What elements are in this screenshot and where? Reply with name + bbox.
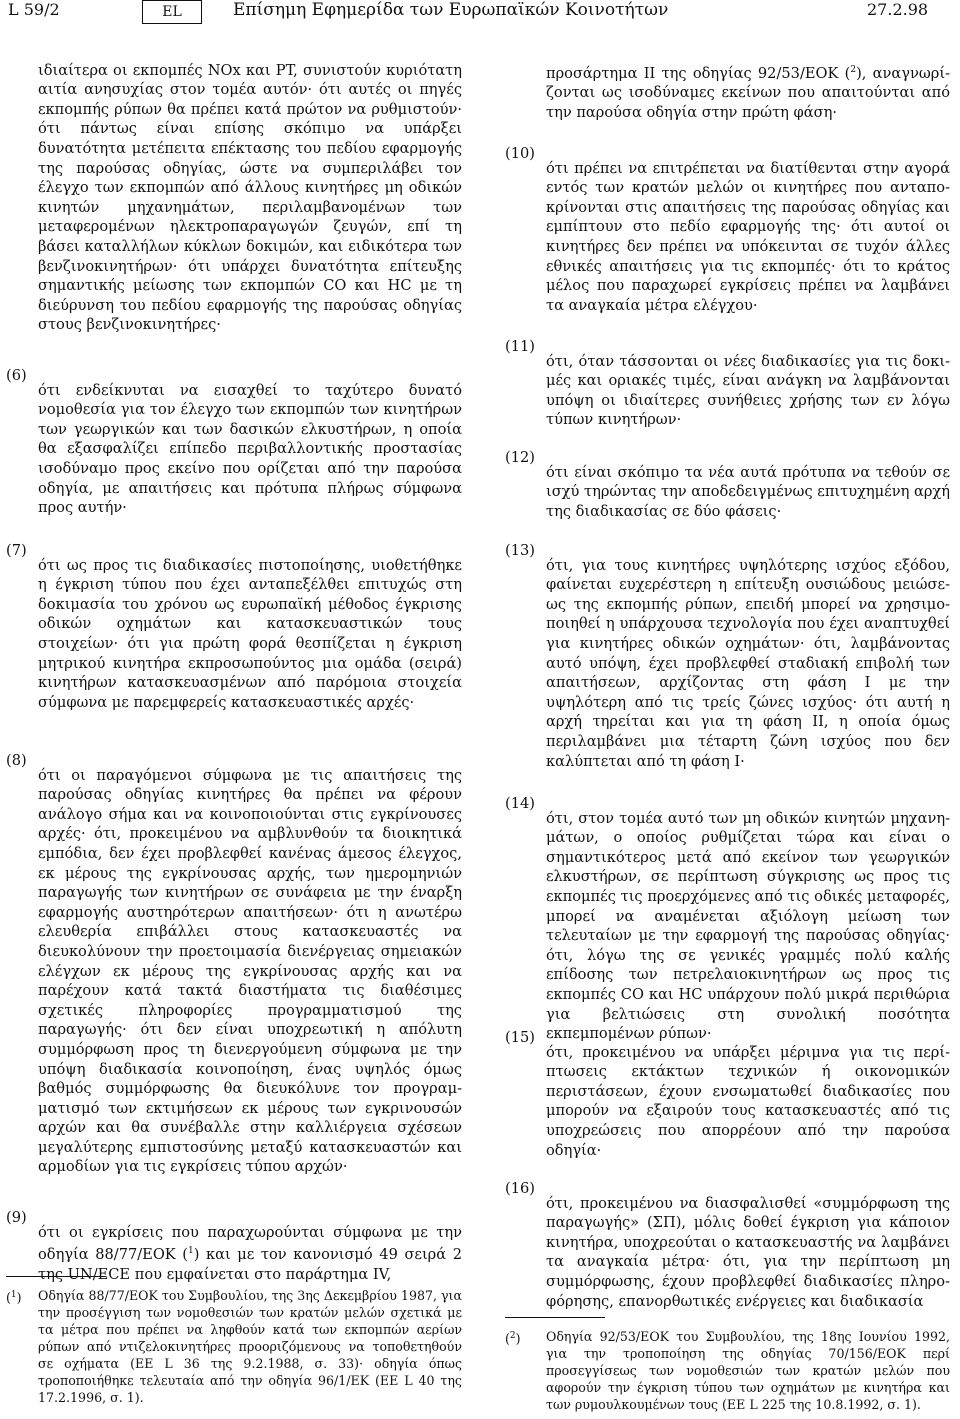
recital-number: (15) <box>505 1029 535 1046</box>
recital-text <box>38 1223 462 1285</box>
recital-12 <box>505 448 951 536</box>
recital-text: ιδιαίτερα οι εκπομπές NOx και PT, συνιστούν κυριότατη αιτία ανησυχίας στον τομέα αυτόν· ότι αυτές οι πηγές εκπομπής ρύπων θα πρέπει κατά πρώτον να ρυθμιστούν· ότι πάντως είναι επίσης σκόπιμο να υπάρξει δυνατότητα μετέπειτα επέκτασης του πεδίου εφαρμογής της παρούσας οδηγίας, ώστε να συμπεριλάβει τον έλεγχο των εκπομπών από άλλους κινητήρες μη οδικών κινητών μηχανημάτων, περιλαμβανομένων των μεταφερομένων ηλεκτροπαραγωγών ζευγών, επί τη βάσει καταλλήλων κύκλων δοκιμών, και ειδικότερα των βενζινοκινητήρων· ότι υπάρχει δυνατότητα επίτευξης σημαντικής μείωσης των εκπομπών CO και HC με τη διεύρυνση του πεδίου εφαρμογής της παρούσας οδηγίας στους βενζινοκινητήρες· <box>38 61 462 334</box>
recital-number: (12) <box>505 449 535 466</box>
recital-8 <box>6 751 462 1192</box>
recital-7 <box>6 541 462 727</box>
footnote-ref: 1 <box>187 1246 194 1257</box>
recital-10 <box>505 144 950 330</box>
recital-15 <box>505 1028 950 1175</box>
recital-13 <box>505 541 950 786</box>
recital-text-part: ) και με τον κανονισμό 49 σειρά 2 της UN/ECE που εμφαίνεται στο παράρτημα IV, <box>38 1246 462 1283</box>
recital-text-part: ), αναγνωρίζονται ως ισοδύναμες εκείνων που απαιτούνται από την παρούσα οδηγία στην πρώτη φάση· <box>546 64 950 121</box>
recital-text-part: προσάρτημα II της οδηγίας 92/53/ΕΟΚ ( <box>546 64 851 82</box>
recital-text: ότι, όταν τάσσονται οι νέες διαδικασίες για τις δοκιμές και οριακές τιμές, είναι ανάγκη να λαμβάνονται υπόψη οι ιδιαίτερες συνήθειες χρήσης των εν λόγω τύπων κινητήρων· <box>546 352 950 429</box>
page-number: L 59/2 <box>8 0 60 19</box>
recital-text: ότι ενδείκνυται να εισαχθεί το ταχύτερο δυνατό νομοθεσία για τον έλεγχο των εκπομπών των κινητήρων των γεωργικών και των δασικών ελκυστήρων, η οποία θα εξασφαλίζει επίπεδο περιβαλλοντικής προστασίας ισοδύναμο προς εκείνο που ορίζεται από την παρούσα οδηγία, με απαιτήσεις και πρότυπα πλήρως σύμφωνα προς αυτήν· <box>38 381 462 517</box>
recital-number: (10) <box>505 145 535 162</box>
footnote-text: Οδηγία 92/53/ΕΟΚ του Συμβουλίου, της 18ης Ιουνίου 1992, για την τροποποίηση της οδηγίας 70/156/ΕΟΚ περί προσεγγίσεως των νομοθεσιών των κρατών μελών που αφορούν την έγκριση τύπου των οχημάτων με κινητήρα και των ρυμουλκουμένων τους (ΕΕ L 225 της 10.8.1992, σ. 1). <box>546 1329 950 1412</box>
recital-9-continuation <box>546 46 950 137</box>
recital-number: (11) <box>505 338 535 355</box>
recital-11 <box>505 337 950 445</box>
recital-text: ότι, προκειμένου να διασφαλισθεί «συμμόρφωση της παραγωγής» (ΣΠ), μόλις δοθεί έγκριση για κάποιον κινητήρα, υποχρεούται ο κατασκευαστής να λαμβάνει τα αναγκαία μέτρα· ότι, για την περίπτωση μη συμμόρφωσης, έχουν προβλεφθεί διαδικασίες πληροφόρησης, επανορθωτικές ενέργειες και διαδικασία <box>546 1194 950 1310</box>
recital-number: (8) <box>6 752 27 769</box>
issue-date: 27.2.98 <box>867 0 929 19</box>
recital-text-part: ότι οι εγκρίσεις που παραχωρούνται σύμφωνα με την οδηγία 88/77/ΕΟΚ ( <box>38 1223 462 1264</box>
footnote-2 <box>505 1328 950 1413</box>
recital-text: ότι, για τους κινητήρες υψηλότερης ισχύος εξόδου, φαίνεται ευχερέστερη η επίτευξη ουσιώδους μειώσεως της εκπομπής ρύπων, επειδή μπορεί να χρησιμοποιηθεί η υπάρχουσα τεχνολογία που έχει αναπτυχθεί για κινητήρες οδικών οχημάτων· ότι, λαμβάνοντας αυτό υπόψη, έχει προβλεφθεί σταδιακή επιβολή των απαιτήσεων, αρχίζοντας στη φάση I με την υψηλότερη από τις τρείς ζώνες ισχύος· ότι αυτή η αρχή τηρείται και για τη φάση II, η οποία όμως περιλαμβάνει μια τέταρτη ζώνη ισχύος που δεν καλύπτεται από τη φάση I· <box>546 556 950 770</box>
footnote-rule <box>6 1276 106 1277</box>
footnote-rule <box>505 1317 605 1318</box>
recital-text: ότι ως προς τις διαδικασίες πιστοποίησης, υιοθετήθηκε η έγκριση τύπου που έχει ανταπεξέλθει επιτυχώς στη δοκιμασία του χρόνου ως ευρωπαϊκή μέθοδος έγκρισης οδικών οχημάτων και κατασκευαστικών τους στοιχείων· ότι για πρώτη φορά θεσπίζεται η έγκριση μητρικού κινητήρα εκπροσωπούντος μια ομάδα (σειρά) κινητήρων κατασκευασμένων από παρόμοια στοιχεία σύμφωνα με παρεμφερείς κατασκευαστικές αρχές· <box>38 556 462 711</box>
recital-text: ότι πρέπει να επιτρέπεται να διατίθενται στην αγορά εντός των κρατών μελών οι κινητήρες που ανταποκρίνονται στις απαιτήσεις της παρούσας οδηγίας και εμπίπτουν στο πεδίο εφαρμογής της· ότι αυτοί οι κινητήρες δεν πρέπει να υπόκεινται σε τυχόν άλλες εθνικές απαιτήσεις για τις εκπομπές· ότι το κράτος μέλος που παραχωρεί εγκρίσεις πρέπει να λαμβάνει τα αναγκαία μέτρα ελέγχου· <box>546 159 950 314</box>
recital-number: (16) <box>505 1180 535 1197</box>
page-header <box>0 0 960 28</box>
recital-text: ότι είναι σκόπιμο τα νέα αυτά πρότυπα να τεθούν σε ισχύ τηρώντας την αποδεδειγμένως επιτυχημένη αρχή της διαδικασίας σε δύο φάσεις· <box>546 463 951 520</box>
recital-16 <box>505 1179 950 1326</box>
footnote-ref: 2 <box>850 64 857 75</box>
recital-text <box>546 61 950 123</box>
footnote-text: Οδηγία 88/77/ΕΟΚ του Συμβουλίου, της 3ης Δεκεμβρίου 1987, για την προσέγγιση των νομοθεσιών των κρατών μελών σχετικά με τα μέτρα που πρέπει να ληφθούν κατά των εκπομπών αερίων ρύπων από ντιζελοκινητήρες προοριζόμενους να τοποθετηθούν σε οχήματα (ΕΕ L 36 της 9.2.1988, σ. 33)· οδηγία όπως τροποποιήθηκε τελευταία από την οδηγία 96/1/ΕΚ (ΕΕ L 40 της 17.2.1996, σ. 1). <box>38 1288 462 1405</box>
recital-text: ότι, προκειμένου να υπάρξει μέριμνα για τις περίπτωσεις εκτάκτων τεχνικών ή οικονομικών περιστάσεων, έχουν ενσωματωθεί διαδικασίες που μπορούν να εξαιρούν τους κατασκευαστές από τις υποχρεώσεις που απορρέουν από την παρούσα οδηγία· <box>546 1043 950 1159</box>
recital-6 <box>6 366 462 532</box>
recital-5-continuation <box>38 46 462 350</box>
recital-number: (7) <box>6 542 27 559</box>
footnote-1 <box>6 1287 462 1406</box>
footnote-marker: ($^2$) <box>505 1331 521 1347</box>
recital-text: ότι, στον τομέα αυτό των μη οδικών κινητών μηχανημάτων, ο οποίος ρυθμίζεται τώρα και είναι ο σημαντικότερος μετά από εκείνον των γεωργικών ελκυστήρων, σε περίπτωση σύγκρισης ως προς τις εκπομπές τις προερχόμενες από τις οδικές μεταφορές, μπορεί να αναμένεται αξιόλογη μείωση των τελευταίων με την εφαρμογή της παρούσας οδηγίας· ότι, λόγω της σε γενικές γραμμές πολύ καλής επίδοσης των πετρελαιοκινητήρων ως προς τις εκπομπές CO και HC υπάρχουν πολύ μικρά περιθώρια για βελτιώσεις στη συνολική ποσότητα εκπεμπομένων ρύπων· <box>546 809 950 1043</box>
recital-number: (14) <box>505 795 535 812</box>
footnote-marker: ($^1$) <box>6 1290 22 1306</box>
recital-number: (13) <box>505 542 535 559</box>
recital-9 <box>6 1208 462 1299</box>
recital-text: ότι οι παραγόμενοι σύμφωνα με τις απαιτήσεις της παρούσας οδηγίας κινητήρες θα πρέπει να φέρουν ανάλογο σήμα και να κοινοποιούνται στις εγκρίνουσες αρχές· ότι, προκειμένου να αμβλυνθούν τα διοικητικά εμπόδια, δεν έχει προβλεφθεί κανένας άμεσος έλεγχος, εκ μέρους της εγκρίνουσας αρχής, των ημερομηνιών παραγωγής των κινητήρων σε συνάφεια με την έναρξη εφαρμογής αυστηρότερων απαιτήσεων· ότι η ανωτέρω ελευθερία επιβάλλει στους κατασκευαστές να διευκολύνουν την προετοιμασία διενέργειας σημειακών ελέγχων εκ μέρους της εγκρίνουσας αρχής και να παρέχουν κατά τακτά διαστήματα τις διαθέσιμες σχετικές πληροφορίες προγραμματισμού της παραγωγής· ότι δεν είναι υποχρεωτική η απόλυτη συμμόρφωση προς τη διενεργούμενη σύμφωνα με την υπόψη διαδικασία κοινοποίηση, ένας υψηλός όμως βαθμός συμμόρφωσης θα διευκόλυνε τον προγραμματισμό των εκτιμήσεων εκ μέρους των εγκρινουσών αρχών και θα συνέβαλλε στην καλλιέργεια σχέσεων μεγαλύτερης εμπιστοσύνης μεταξύ κατασκευαστών και αρμοδίων για τις εγκρίσεις τύπου αρχών· <box>38 766 462 1176</box>
recital-number: (6) <box>6 367 27 384</box>
recital-number: (9) <box>6 1209 27 1226</box>
journal-title: Επίσημη Εφημερίδα των Ευρωπαϊκών Κοινοτήτων <box>233 0 669 20</box>
language-box: EL <box>142 0 202 24</box>
